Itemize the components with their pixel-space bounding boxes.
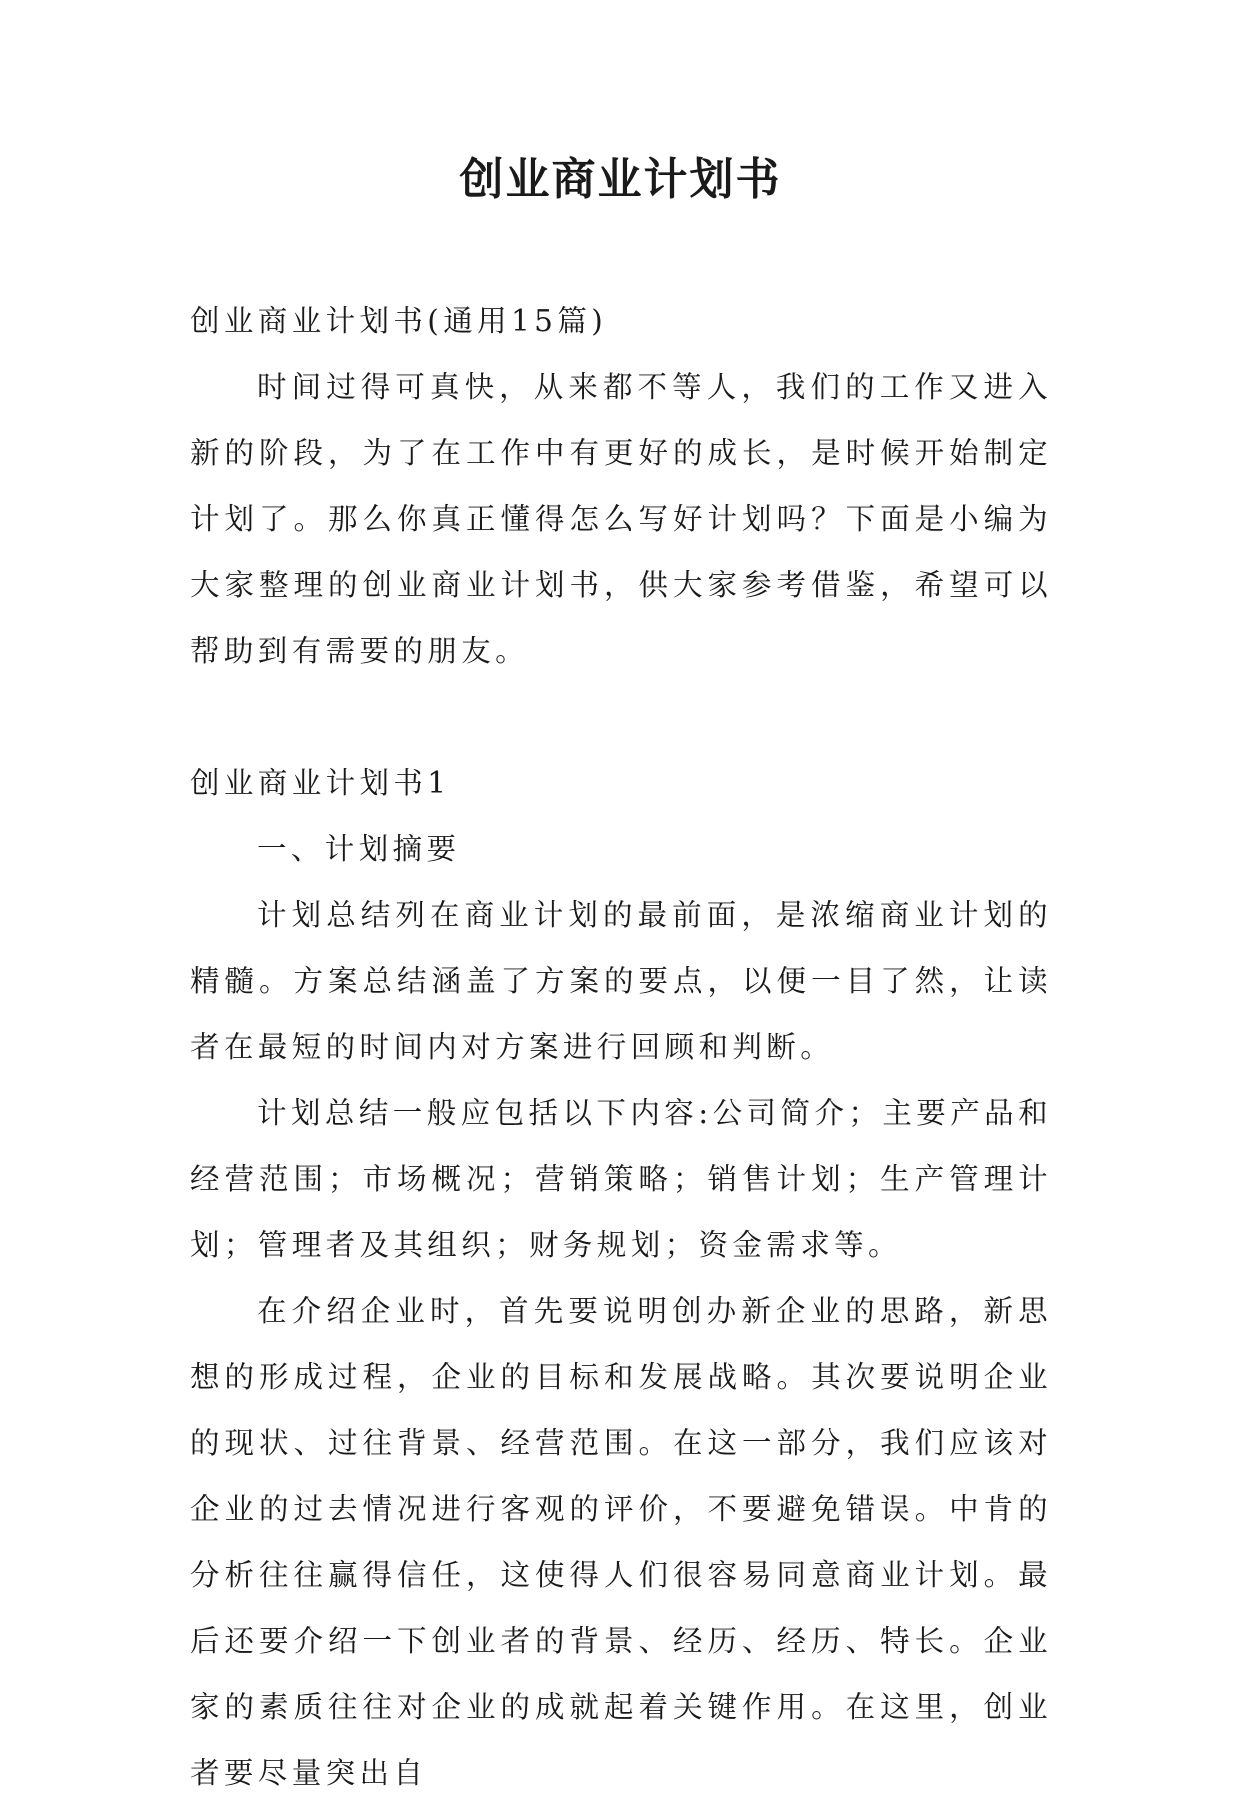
- intro-paragraph: 时间过得可真快，从来都不等人，我们的工作又进入新的阶段，为了在工作中有更好的成长，是时候开始制定计划了。那么你真正懂得怎么写好计划吗？下面是小编为大家整理的创业商业计划书，供大家参考借鉴，希望可以帮助到有需要的朋友。: [190, 370, 1052, 668]
- body-paragraph: 计划总结一般应包括以下内容:公司简介；主要产品和经营范围；市场概况；营销策略；销售计划；生产管理计划；管理者及其组织；财务规划；资金需求等。: [190, 1096, 1052, 1262]
- document-body: [190, 288, 1052, 1806]
- body-paragraph: 在介绍企业时，首先要说明创办新企业的思路，新思想的形成过程，企业的目标和发展战略。其次要说明企业的现状、过往背景、经营范围。在这一部分，我们应该对企业的过去情况进行客观的评价，不要避免错误。中肯的分析往往赢得信任，这使得人们很容易同意商业计划。最后还要介绍一下创业者的背景、经历、经历、特长。企业家的素质往往对企业的成就起着关键作用。在这里，创业者要尽量突出自: [190, 1294, 1052, 1790]
- body-paragraph: 计划总结列在商业计划的最前面，是浓缩商业计划的精髓。方案总结涵盖了方案的要点，以便一目了然，让读者在最短的时间内对方案进行回顾和判断。: [190, 898, 1052, 1064]
- document-title: 创业商业计划书: [459, 154, 782, 205]
- section-heading: 创业商业计划书1: [190, 766, 451, 800]
- section-subheading: 一、计划摘要: [257, 832, 461, 866]
- document-subtitle: 创业商业计划书(通用15篇): [190, 304, 608, 338]
